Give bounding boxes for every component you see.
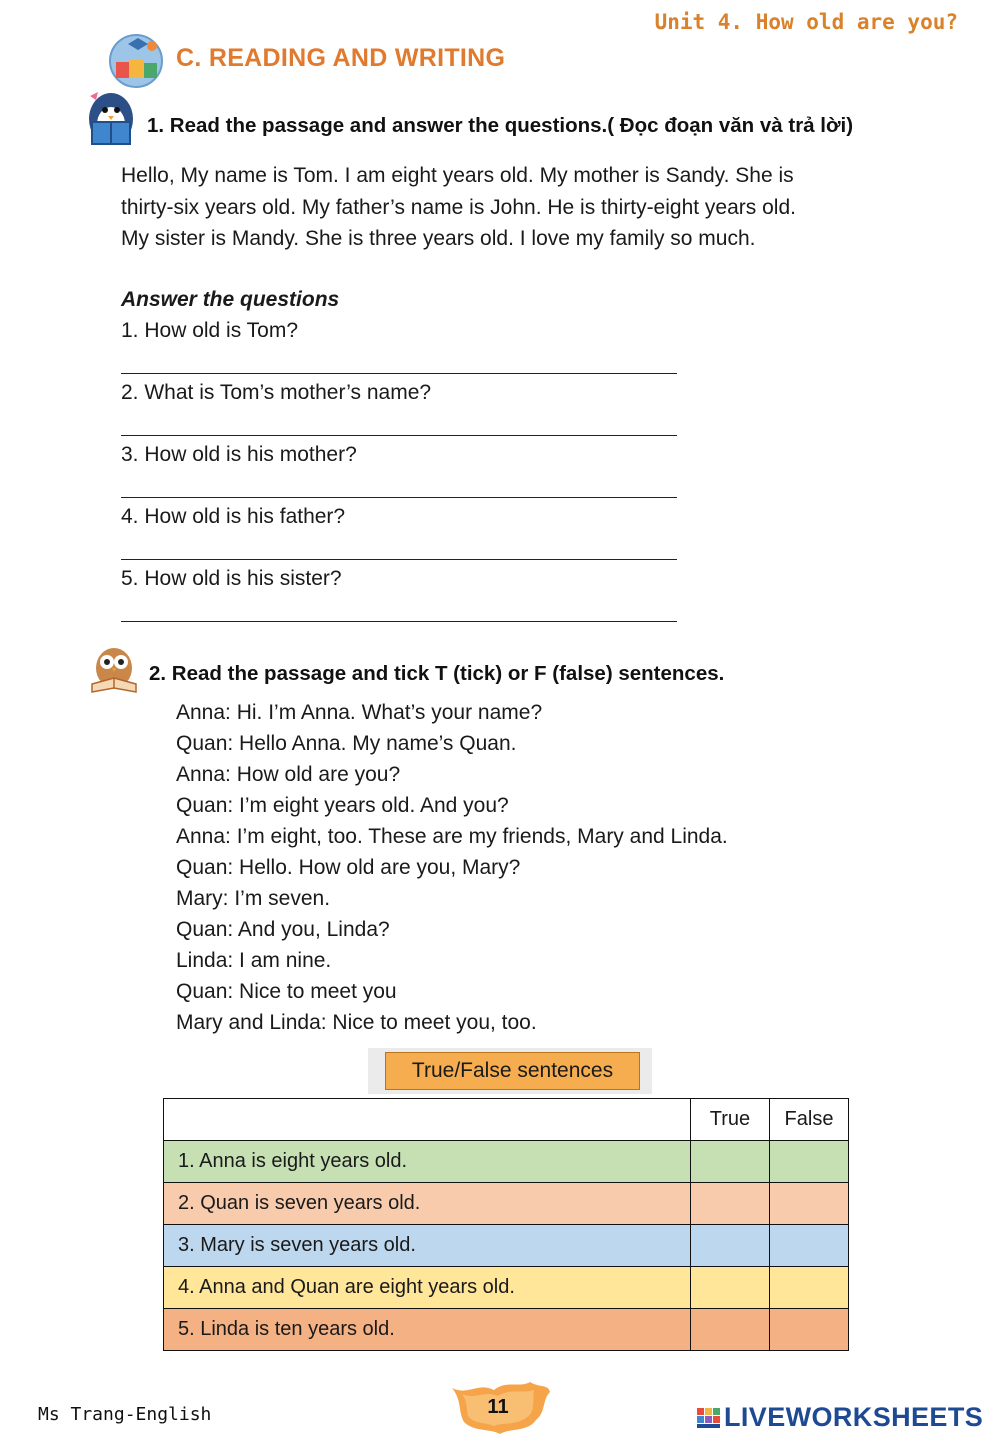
table-row [164,1309,849,1351]
owl-reading-icon [88,644,140,696]
true-tick-cell[interactable] [691,1141,770,1183]
false-tick-cell[interactable] [770,1141,849,1183]
false-tick-cell[interactable] [770,1267,849,1309]
exercise2-title: 2. Read the passage and tick T (tick) or F (false) sentences. [149,662,725,685]
author-credit: Ms Trang-English [38,1404,212,1425]
dialogue-line: Mary and Linda: Nice to meet you, too. [176,1011,537,1034]
exercise1-title: 1. Read the passage and answer the questions.( Đọc đoạn văn và trả lời) [147,114,854,137]
table-row [164,1225,849,1267]
statement-text: 3. Mary is seven years old. [164,1225,691,1267]
table-row [164,1183,849,1225]
answer-line-5[interactable] [121,621,677,622]
question-4: 4. How old is his father? [121,505,346,528]
table-header-row [164,1099,849,1141]
dialogue-line: Anna: Hi. I’m Anna. What’s your name? [176,701,543,724]
dialogue-line: Quan: Nice to meet you [176,980,397,1003]
dialogue-line: Mary: I’m seven. [176,887,331,910]
false-tick-cell[interactable] [770,1183,849,1225]
page-number: 11 [487,1396,509,1418]
dialogue-line: Quan: I’m eight years old. And you? [176,794,509,817]
dialogue-line: Anna: How old are you? [176,763,401,786]
true-column-header: True [691,1099,770,1141]
false-tick-cell[interactable] [770,1309,849,1351]
dialogue-line: Quan: Hello Anna. My name’s Quan. [176,732,517,755]
passage-line: My sister is Mandy. She is three years old. I love my family so much. [121,227,756,250]
statement-text: 4. Anna and Quan are eight years old. [164,1267,691,1309]
false-column-header: False [770,1099,849,1141]
unit-title: Unit 4. How old are you? [654,10,958,34]
statement-text: 2. Quan is seven years old. [164,1183,691,1225]
answer-line-3[interactable] [121,497,677,498]
exercise1-passage [121,160,921,255]
question-3: 3. How old is his mother? [121,443,357,466]
statement-text: 5. Linda is ten years old. [164,1309,691,1351]
dialogue-line: Quan: And you, Linda? [176,918,390,941]
table-row [164,1141,849,1183]
brand-name: LIVEWORKSHEETS [724,1402,984,1432]
false-tick-cell[interactable] [770,1225,849,1267]
true-false-table [163,1098,849,1351]
penguin-reading-icon [80,88,142,150]
answer-line-1[interactable] [121,373,677,374]
dialogue-line: Anna: I’m eight, too. These are my friends, Mary and Linda. [176,825,728,848]
dialogue [176,697,728,1038]
question-1: 1. How old is Tom? [121,319,299,342]
true-tick-cell[interactable] [691,1267,770,1309]
statement-header [164,1099,691,1141]
reading-writing-icon [108,32,166,88]
answer-line-2[interactable] [121,435,677,436]
statement-text: 1. Anna is eight years old. [164,1141,691,1183]
passage-line: thirty-six years old. My father’s name is John. He is thirty-eight years old. [121,195,796,219]
true-tick-cell[interactable] [691,1309,770,1351]
table-row [164,1267,849,1309]
true-false-badge-label: True/False sentences [385,1052,640,1090]
true-tick-cell[interactable] [691,1225,770,1267]
answer-subheading: Answer the questions [121,288,340,311]
dialogue-line: Linda: I am nine. [176,949,332,972]
section-title: C. READING AND WRITING [176,44,506,72]
true-false-badge [368,1048,652,1094]
true-tick-cell[interactable] [691,1183,770,1225]
liveworksheets-brand[interactable] [696,1402,983,1433]
page-number-badge [448,1378,552,1436]
answer-line-4[interactable] [121,559,677,560]
question-5: 5. How old is his sister? [121,567,342,590]
passage-line: Hello, My name is Tom. I am eight years old. My mother is Sandy. She is [121,164,794,187]
liveworksheets-logo-icon [696,1406,722,1430]
question-2: 2. What is Tom’s mother’s name? [121,381,432,404]
dialogue-line: Quan: Hello. How old are you, Mary? [176,856,521,879]
